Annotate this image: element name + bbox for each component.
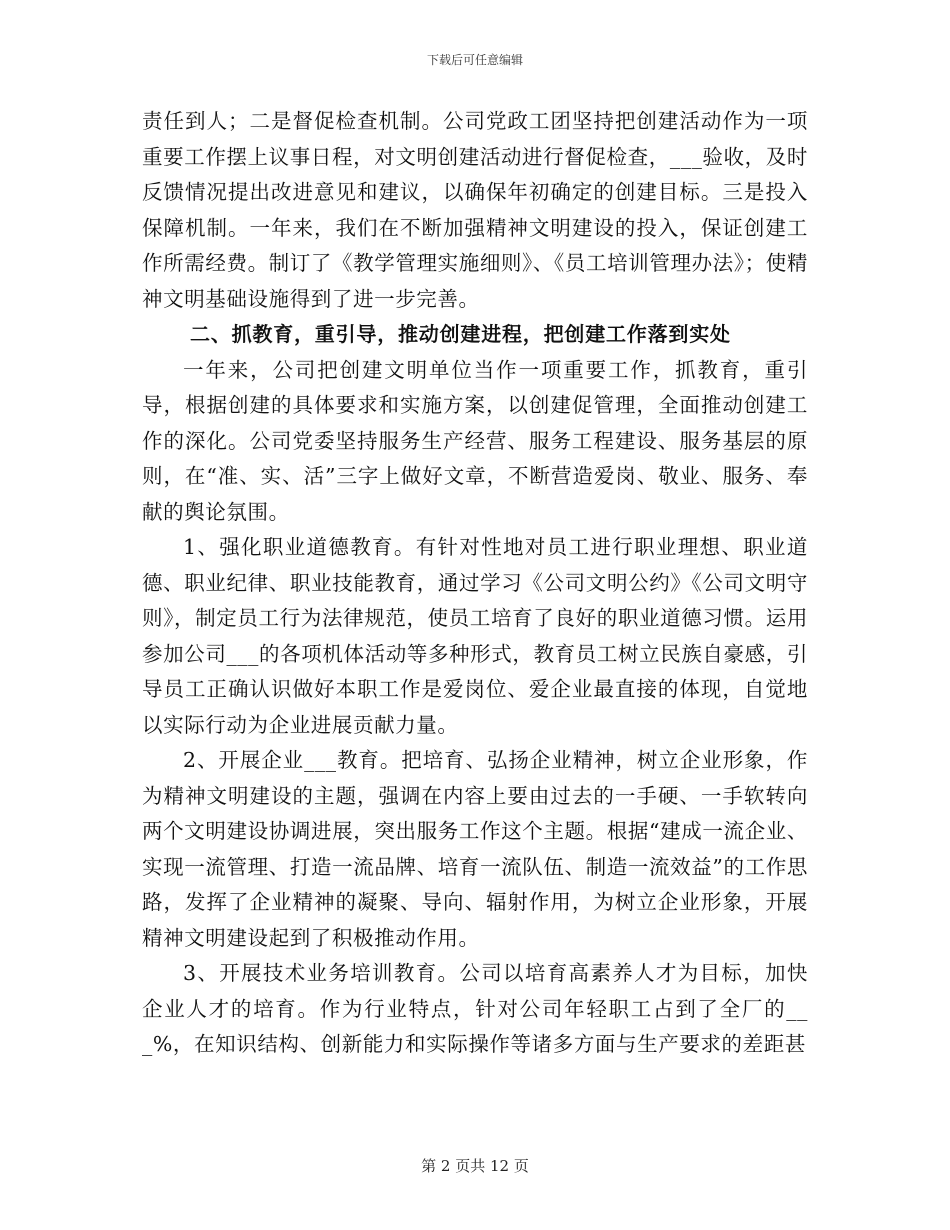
paragraph-education-overview: 一年来，公司把创建文明单位当作一项重要工作，抓教育，重引导，根据创建的具体要求和实施方案，以创建促管理，全面推动创建工作的深化。公司党委坚持服务生产经营、服务工程建设、服务基层的原则，在“准、实、活”三字上做好文章，不断营造爱岗、敬业、服务、奉献的舆论氛围。 <box>142 357 808 524</box>
paragraph-item-1-ethics: 1、强化职业道德教育。有针对性地对员工进行职业理想、职业道德、职业纪律、职业技能教育，通过学习《公司文明公约》《公司文明守则》，制定员工行为法律规范，使员工培育了良好的职业道德习惯。运用参加公司___的各项机体活动等多种形式，教育员工树立民族自豪感，引导员工正确认识做好本职工作是爱岗位、爱企业最直接的体现，自觉地以实际行动为企业进展贡献力量。 <box>142 535 808 737</box>
page-header-note: 下载后可任意编辑 <box>426 53 523 67</box>
paragraph-item-3-training: 3、开展技术业务培训教育。公司以培育高素养人才为目标，加快企业人才的培育。作为行业特点，针对公司年轻职工占到了全厂的___%，在知识结构、创新能力和实际操作等诸多方面与生产要求的差距甚 <box>142 961 808 1056</box>
paragraph-responsibility-mechanisms: 责任到人；二是督促检查机制。公司党政工团坚持把创建活动作为一项重要工作摆上议事日程，对文明创建活动进行督促检查，___验收，及时反馈情况提出改进意见和建议，以确保年初确定的创建目标。三是投入保障机制。一年来，我们在不断加强精神文明建设的投入，保证创建工作所需经费。制订了《教学管理实施细则》、《员工培训管理办法》；使精神文明基础设施得到了进一步完善。 <box>142 109 808 311</box>
paragraph-item-2-culture: 2、开展企业___教育。把培育、弘扬企业精神，树立企业形象，作为精神文明建设的主题，强调在内容上要由过去的一手硬、一手软转向两个文明建设协调进展，突出服务工作这个主题。根据“建成一流企业、实现一流管理、打造一流品牌、培育一流队伍、制造一流效益”的工作思路，发挥了企业精神的凝聚、导向、辐射作用，为树立企业形象，开展精神文明建设起到了积极推动作用。 <box>142 748 808 950</box>
section-heading-2: 二、抓教育，重引导，推动创建进程，把创建工作落到实处 <box>190 322 731 346</box>
document-body <box>142 104 808 1063</box>
page-number: 第 2 页共 12 页 <box>421 1157 529 1175</box>
